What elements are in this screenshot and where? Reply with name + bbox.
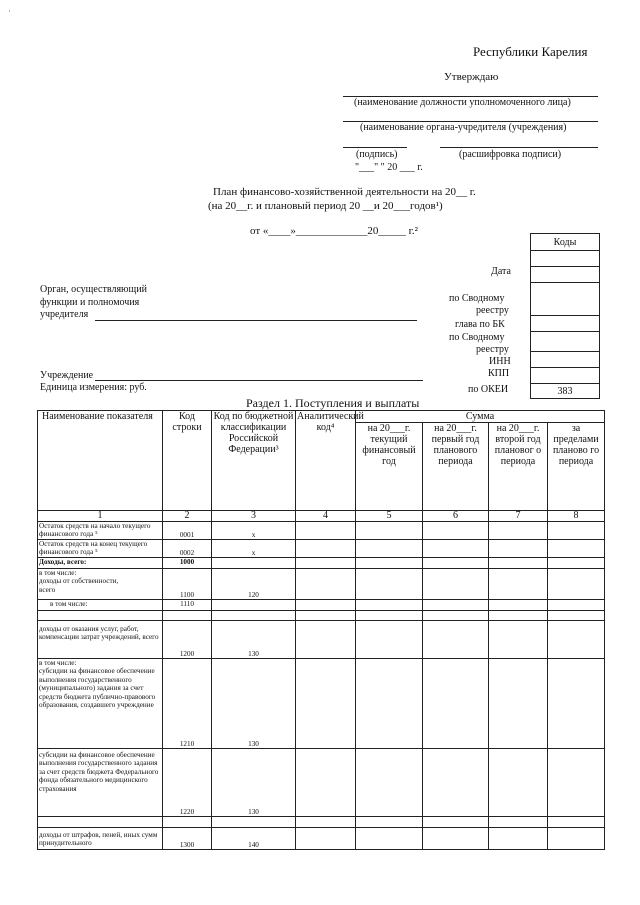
institution-underline [95, 380, 423, 381]
row-code: 0002 [163, 540, 212, 558]
codes-table [530, 233, 600, 399]
row-cell [548, 600, 605, 611]
row-cell [356, 540, 423, 558]
row-cell [356, 522, 423, 540]
organ-line2: функции и полномочия [40, 297, 140, 308]
row-bk [212, 558, 296, 569]
kpp-label: КПП [488, 368, 510, 379]
row-cell [356, 600, 423, 611]
row-bk: 130 [212, 749, 296, 817]
unit-label: Единица измерения: руб. [40, 382, 147, 393]
row-cell [296, 621, 356, 659]
republic-name: Республики Карелия [473, 44, 588, 59]
row-name: доходы от штрафов, пеней, иных сумм принудительного [38, 828, 163, 850]
row-cell [356, 749, 423, 817]
decode-line [440, 147, 598, 148]
approve-label: Утверждаю [444, 71, 499, 83]
organ-line1: Орган, осуществляющий [40, 284, 147, 295]
inn-label: ИНН [489, 356, 511, 367]
codes-header: Коды [531, 234, 600, 251]
table-row [38, 569, 605, 600]
row-cell [548, 621, 605, 659]
row-name: в том числе: субсидии на финансовое обеспечение выполнения государственного (муниципального) задания за счет средств бюджета публично-правового образования, создавшего учреждение [38, 659, 163, 749]
row-name: в том числе: доходы от собственности, всего [38, 569, 163, 600]
row-cell [423, 828, 489, 850]
code-cell-inn [531, 352, 600, 368]
row-cell [489, 522, 548, 540]
row-cell [489, 558, 548, 569]
signature-line [343, 147, 407, 148]
row-bk: x [212, 522, 296, 540]
row-cell [548, 569, 605, 600]
row-cell [489, 611, 548, 621]
index-cell: 3 [212, 511, 296, 522]
row-cell [296, 540, 356, 558]
row-name: в том числе: [38, 600, 163, 611]
glava-bk: глава по БК [455, 319, 505, 330]
row-cell [356, 569, 423, 600]
row-cell [423, 600, 489, 611]
institution-label: Учреждение [40, 370, 94, 381]
index-cell: 7 [489, 511, 548, 522]
index-cell: 2 [163, 511, 212, 522]
okei-label: по ОКЕИ [468, 384, 509, 395]
index-cell: 5 [356, 511, 423, 522]
row-cell [548, 522, 605, 540]
row-code: 0001 [163, 522, 212, 540]
header-bk-code: Код по бюджетной классификации Российской Федерации³ [212, 411, 296, 511]
row-code: 1110 [163, 600, 212, 611]
row-bk [212, 600, 296, 611]
row-cell [548, 659, 605, 749]
row-cell [489, 600, 548, 611]
row-code [163, 817, 212, 828]
row-code: 1000 [163, 558, 212, 569]
table-row [38, 611, 605, 621]
header-cur-year: на 20___г. текущий финансовый год [356, 423, 423, 511]
index-cell: 6 [423, 511, 489, 522]
row-name: Остаток средств на начало текущего финансового года ⁵ [38, 522, 163, 540]
row-cell [423, 611, 489, 621]
row-cell [489, 817, 548, 828]
row-code: 1220 [163, 749, 212, 817]
row-cell [489, 659, 548, 749]
header-code-line: Код строки [163, 411, 212, 511]
table-row [38, 659, 605, 749]
row-cell [489, 569, 548, 600]
row-cell [548, 817, 605, 828]
row-cell [489, 621, 548, 659]
table-row [38, 817, 605, 828]
table-row [38, 600, 605, 611]
org-caption: (наименование органа-учредителя (учреждения) [360, 122, 567, 133]
index-cell: 4 [296, 511, 356, 522]
plan-title: План финансово-хозяйственной деятельности на 20__ г. [213, 186, 476, 198]
row-name: Доходы, всего: [38, 558, 163, 569]
row-cell [296, 558, 356, 569]
code-cell-svod2 [531, 332, 600, 352]
row-cell [548, 828, 605, 850]
reestr-1: реестру [476, 305, 509, 316]
index-cell: 1 [38, 511, 163, 522]
svod-reestr-2: по Сводному [449, 332, 505, 343]
receipts-payments-table [37, 410, 605, 850]
approve-date: "___" " 20 ___ г. [355, 162, 423, 173]
index-cell: 8 [548, 511, 605, 522]
code-cell-kpp [531, 368, 600, 384]
organ-underline [95, 320, 417, 321]
row-cell [489, 828, 548, 850]
row-cell [423, 558, 489, 569]
row-code: 1200 [163, 621, 212, 659]
section-title: Раздел 1. Поступления и выплаты [246, 396, 420, 410]
code-cell-okei: 383 [531, 384, 600, 399]
signature-caption: (подпись) [356, 149, 398, 160]
plan-period: (на 20__г. и плановый период 20 __и 20___годов¹) [208, 200, 443, 212]
position-caption: (наименование должности уполномоченного лица) [354, 97, 571, 108]
row-cell [356, 558, 423, 569]
row-cell [423, 621, 489, 659]
row-cell [356, 611, 423, 621]
row-name: Остаток средств на конец текущего финансового года ⁵ [38, 540, 163, 558]
row-bk: 130 [212, 659, 296, 749]
row-cell [296, 611, 356, 621]
table-row [38, 621, 605, 659]
row-cell [296, 569, 356, 600]
row-cell [489, 540, 548, 558]
code-cell-svod1 [531, 283, 600, 316]
header-name: Наименование показателя [38, 411, 163, 511]
row-cell [423, 522, 489, 540]
row-cell [423, 659, 489, 749]
code-cell-bk [531, 316, 600, 332]
row-cell [548, 540, 605, 558]
row-cell [423, 569, 489, 600]
plan-date: от «____»_____________20_____ г.² [250, 225, 418, 237]
table-row [38, 749, 605, 817]
row-cell [423, 749, 489, 817]
decode-caption: (расшифровка подписи) [459, 149, 562, 160]
row-cell [296, 659, 356, 749]
row-code: 1210 [163, 659, 212, 749]
row-cell [296, 828, 356, 850]
row-cell [356, 659, 423, 749]
row-cell [296, 749, 356, 817]
row-code: 1100 [163, 569, 212, 600]
reestr-2: реестру [476, 344, 509, 355]
table-row [38, 522, 605, 540]
row-bk: 130 [212, 621, 296, 659]
row-cell [356, 828, 423, 850]
code-cell-date [531, 251, 600, 267]
row-cell [548, 558, 605, 569]
header-analytic: Аналитический код⁴ [296, 411, 356, 511]
row-cell [548, 611, 605, 621]
row-name [38, 817, 163, 828]
header-beyond: за пределами планово го периода [548, 423, 605, 511]
organ-line3: учредителя [40, 309, 89, 320]
header-first-year: на 20___г. первый год планового периода [423, 423, 489, 511]
row-cell [296, 817, 356, 828]
svod-reestr-1: по Сводному [449, 293, 505, 304]
table-row [38, 828, 605, 850]
row-name: субсидии на финансовое обеспечение выполнения государственного задания за счет средств бюджета Федерального фонда обязательного медицинского страхования [38, 749, 163, 817]
table-row [38, 558, 605, 569]
row-cell [296, 522, 356, 540]
row-bk: 120 [212, 569, 296, 600]
row-cell [356, 817, 423, 828]
row-name [38, 611, 163, 621]
row-code: 1300 [163, 828, 212, 850]
row-bk [212, 817, 296, 828]
code-cell-empty [531, 267, 600, 283]
header-second-year: на 20___г. второй год плановог о периода [489, 423, 548, 511]
row-bk [212, 611, 296, 621]
row-bk: x [212, 540, 296, 558]
row-cell [296, 600, 356, 611]
row-cell [423, 540, 489, 558]
date-label: Дата [491, 266, 511, 277]
header-sum: Сумма [356, 411, 605, 423]
row-cell [423, 817, 489, 828]
corner-mark: · [8, 6, 11, 16]
row-code [163, 611, 212, 621]
row-cell [356, 621, 423, 659]
row-cell [548, 749, 605, 817]
table-row [38, 540, 605, 558]
row-name: доходы от оказания услуг, работ, компенсации затрат учреждений, всего [38, 621, 163, 659]
row-cell [489, 749, 548, 817]
row-bk: 140 [212, 828, 296, 850]
